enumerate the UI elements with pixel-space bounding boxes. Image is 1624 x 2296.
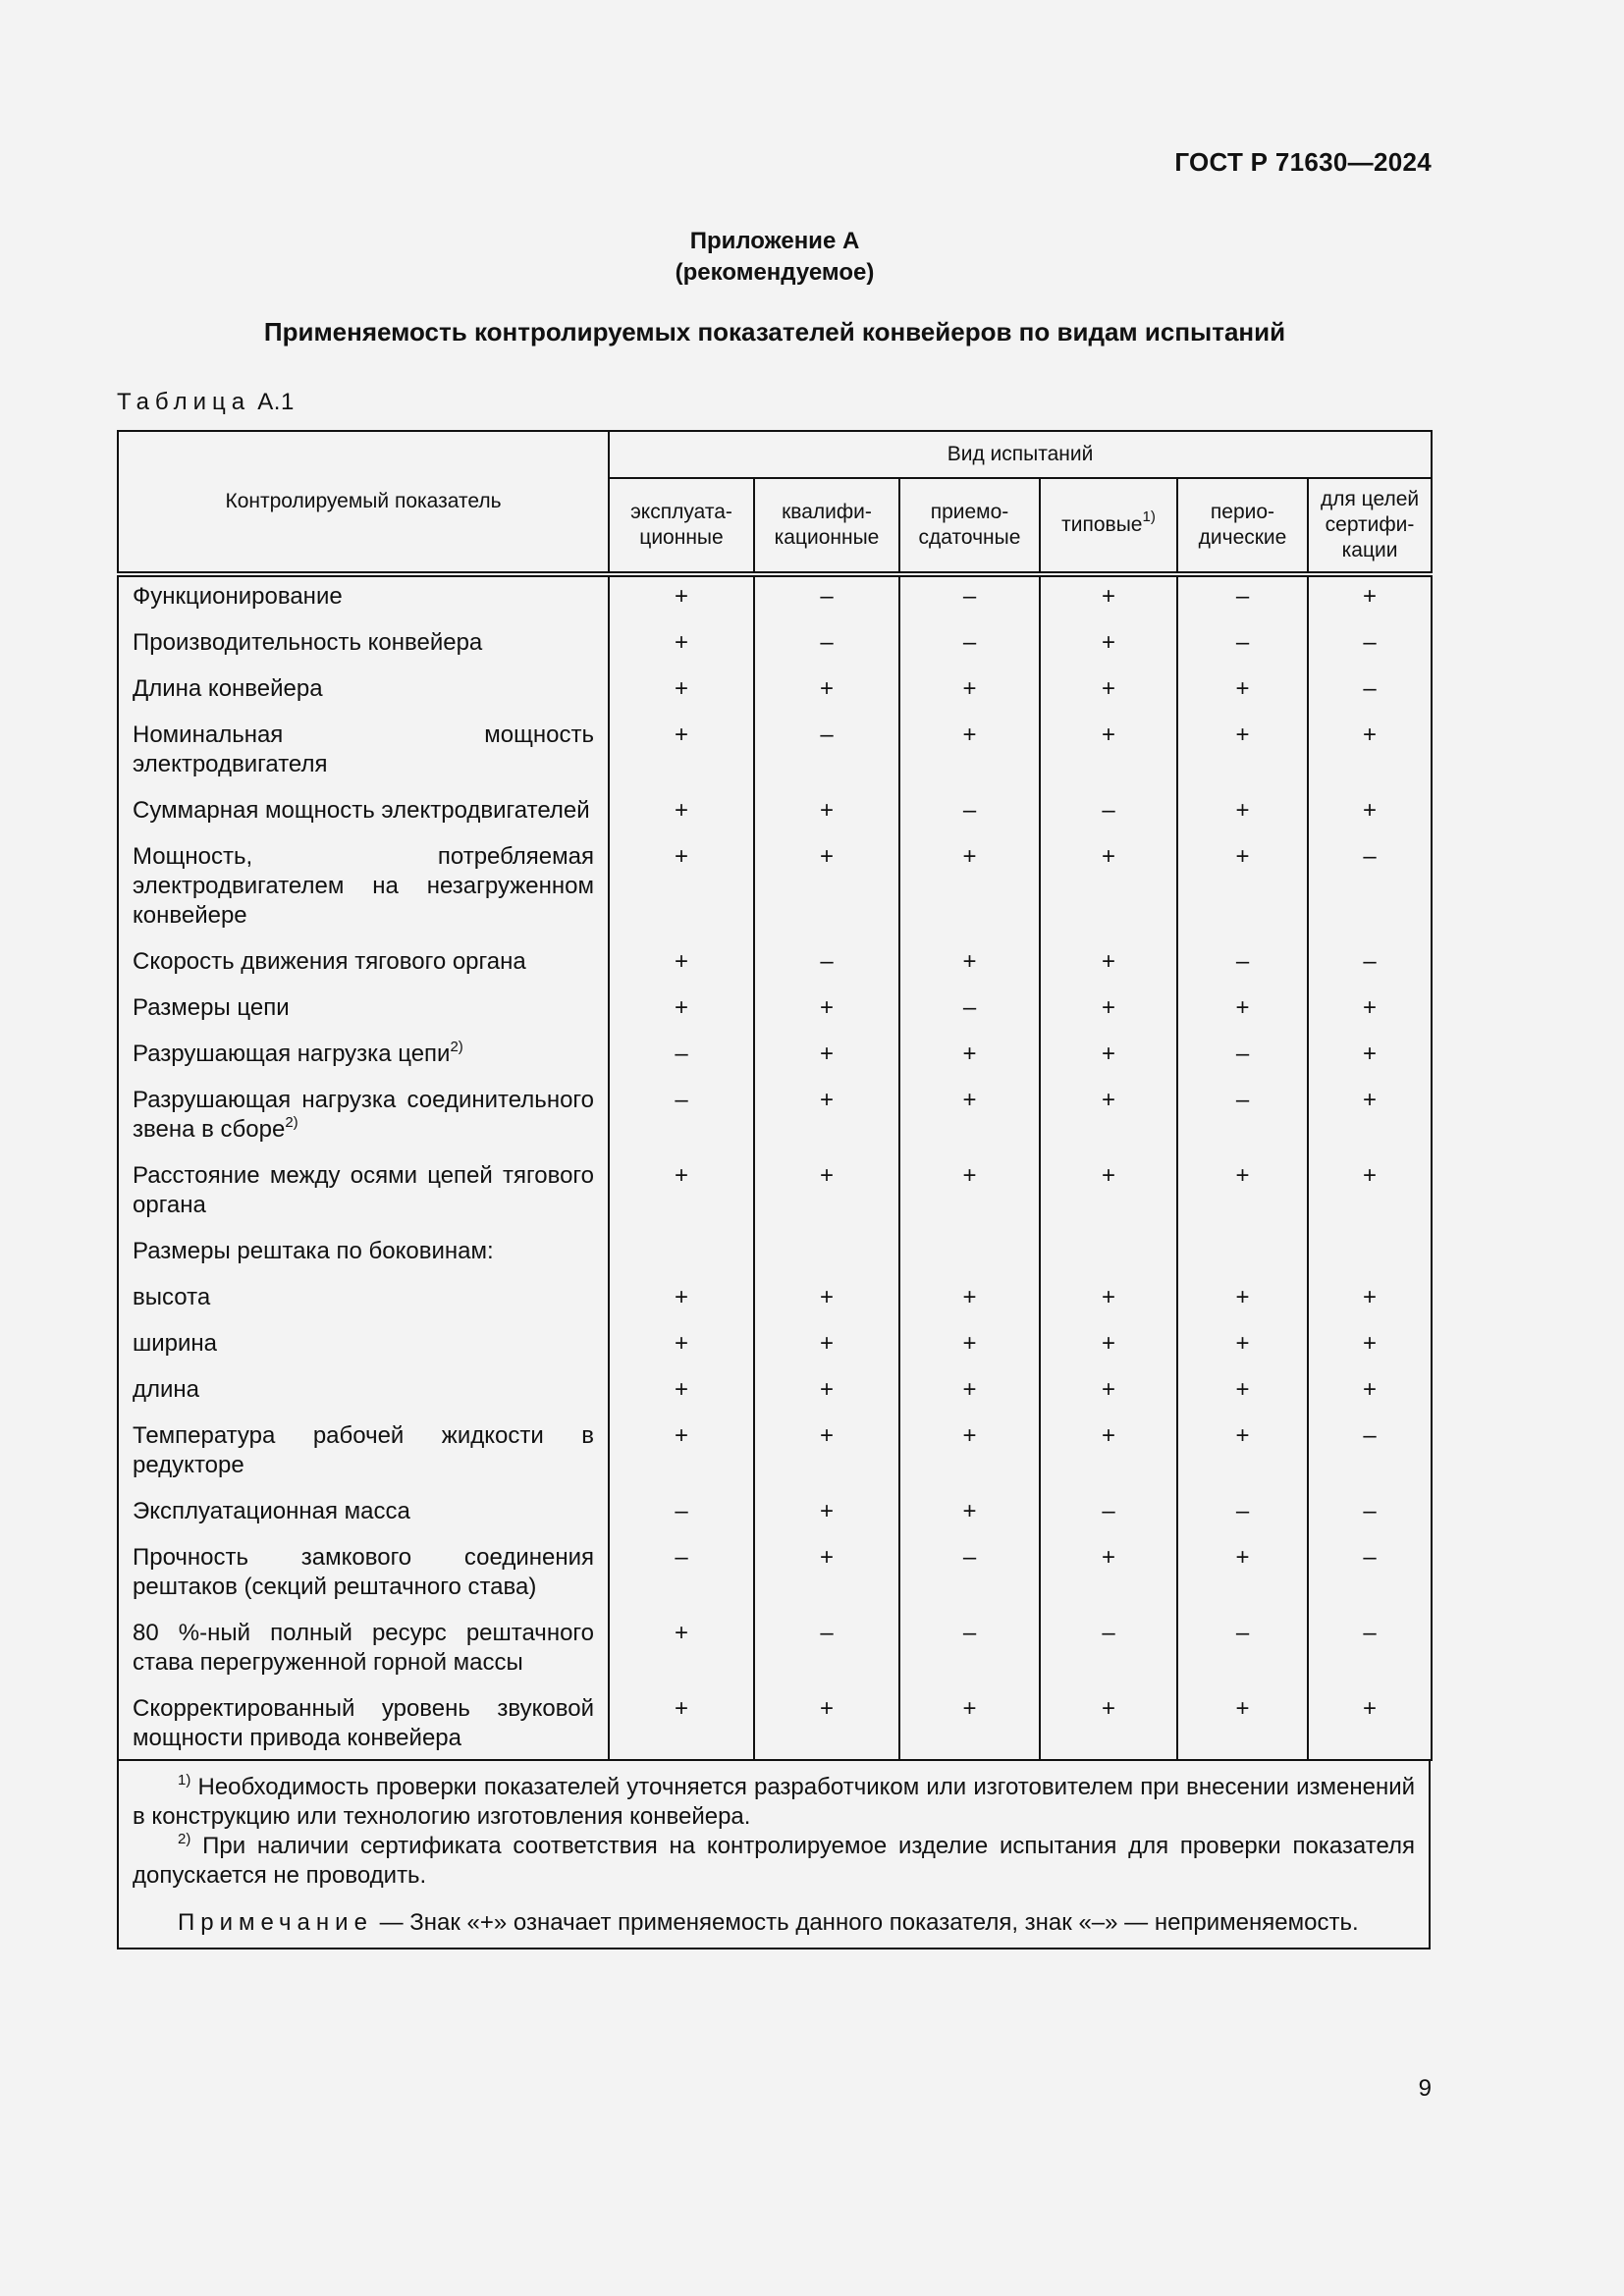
- header-col-line: ционные: [639, 526, 724, 549]
- applicability-cell: –: [1040, 1614, 1177, 1689]
- applicability-cell: [1308, 1232, 1432, 1278]
- header-col-line: квалифи-: [782, 501, 872, 523]
- applicability-cell: –: [1308, 1538, 1432, 1614]
- table-row: [118, 1278, 1432, 1324]
- applicability-cell: +: [899, 1689, 1040, 1761]
- indicator-cell: [118, 1156, 609, 1232]
- applicability-cell: +: [609, 1370, 754, 1416]
- applicability-cell: +: [754, 1278, 899, 1324]
- indicator-name: Температура рабочей жидкости в редукторе: [133, 1422, 594, 1478]
- header-col-line: сдаточные: [918, 526, 1021, 549]
- indicator-cell: [118, 1081, 609, 1156]
- applicability-cell: +: [1040, 988, 1177, 1035]
- indicator-cell: [118, 1324, 609, 1370]
- applicability-cell: +: [609, 988, 754, 1035]
- applicability-cell: [1040, 1232, 1177, 1278]
- applicability-cell: +: [1308, 1324, 1432, 1370]
- applicability-cell: –: [609, 1035, 754, 1081]
- indicator-name: Разрушающая нагрузка соединительного звена в сборе: [133, 1087, 594, 1143]
- applicability-cell: +: [1308, 1370, 1432, 1416]
- applicability-cell: –: [754, 942, 899, 988]
- applicability-cell: +: [899, 1278, 1040, 1324]
- header-col-4: [1040, 478, 1177, 574]
- applicability-cell: +: [1177, 669, 1308, 716]
- applicability-cell: +: [1177, 1156, 1308, 1232]
- indicator-cell: [118, 942, 609, 988]
- applicability-cell: +: [899, 1035, 1040, 1081]
- table-label-number: А.1: [257, 389, 295, 415]
- applicability-cell: +: [609, 1324, 754, 1370]
- applicability-cell: –: [899, 574, 1040, 623]
- header-test-type-group: Вид испытаний: [609, 431, 1432, 478]
- indicator-cell: [118, 1614, 609, 1689]
- indicator-name: Производительность конвейера: [133, 629, 483, 656]
- indicator-name: длина: [133, 1376, 200, 1403]
- table-footnotes: [117, 1759, 1431, 1949]
- applicability-cell: –: [609, 1492, 754, 1538]
- table-row: [118, 942, 1432, 988]
- applicability-cell: +: [1177, 1370, 1308, 1416]
- applicability-cell: +: [1040, 1081, 1177, 1156]
- applicability-cell: –: [1308, 623, 1432, 669]
- table-row: [118, 1614, 1432, 1689]
- applicability-cell: +: [899, 1416, 1040, 1492]
- applicability-cell: –: [1308, 942, 1432, 988]
- applicability-cell: +: [609, 837, 754, 942]
- applicability-cell: +: [754, 791, 899, 837]
- applicability-cell: +: [1040, 1689, 1177, 1761]
- applicability-cell: +: [1040, 942, 1177, 988]
- indicator-cell: [118, 1492, 609, 1538]
- applicability-cell: +: [899, 942, 1040, 988]
- applicability-cell: –: [899, 791, 1040, 837]
- applicability-cell: +: [1040, 1035, 1177, 1081]
- applicability-cell: +: [1177, 716, 1308, 791]
- applicability-cell: +: [1040, 1278, 1177, 1324]
- table-row: [118, 1081, 1432, 1156]
- header-col-line: приемо-: [930, 501, 1009, 523]
- header-col-line: типовые: [1061, 513, 1143, 536]
- indicator-cell: [118, 837, 609, 942]
- footnote-ref: 2): [450, 1039, 463, 1055]
- indicator-name: Скорректированный уровень звуковой мощности привода конвейера: [133, 1695, 594, 1751]
- header-col-6: [1308, 478, 1432, 574]
- appendix-title: Приложение А: [689, 228, 860, 254]
- applicability-cell: +: [1177, 1324, 1308, 1370]
- indicator-name: Размеры рештака по боковинам:: [133, 1238, 494, 1264]
- table-row: [118, 1689, 1432, 1761]
- indicator-cell: [118, 1416, 609, 1492]
- table-row: [118, 1416, 1432, 1492]
- header-col-line: перио-: [1210, 501, 1275, 523]
- applicability-cell: +: [1040, 623, 1177, 669]
- table-row: [118, 669, 1432, 716]
- applicability-cell: +: [1177, 1538, 1308, 1614]
- applicability-cell: +: [609, 716, 754, 791]
- applicability-cell: +: [1040, 1156, 1177, 1232]
- table-row: [118, 574, 1432, 623]
- table-row: [118, 791, 1432, 837]
- header-col-line: кационные: [774, 526, 880, 549]
- applicability-cell: –: [1308, 1614, 1432, 1689]
- indicator-name: 80 %-ный полный ресурс рештачного става перегруженной горной массы: [133, 1620, 594, 1676]
- applicability-cell: –: [1177, 1035, 1308, 1081]
- applicability-cell: +: [1308, 791, 1432, 837]
- applicability-cell: [899, 1232, 1040, 1278]
- applicability-cell: +: [609, 1614, 754, 1689]
- indicator-name: ширина: [133, 1330, 218, 1357]
- footnote-mark: 2): [178, 1830, 191, 1847]
- indicator-cell: [118, 791, 609, 837]
- indicator-name: Скорость движения тягового органа: [133, 948, 526, 975]
- applicability-cell: –: [754, 574, 899, 623]
- applicability-cell: +: [1308, 1035, 1432, 1081]
- indicator-name: Расстояние между осями цепей тягового органа: [133, 1162, 594, 1218]
- applicability-cell: [1177, 1232, 1308, 1278]
- table-label-word: Таблица: [117, 389, 251, 415]
- table-row: [118, 837, 1432, 942]
- applicability-cell: +: [899, 1156, 1040, 1232]
- applicability-cell: +: [1177, 988, 1308, 1035]
- applicability-cell: +: [754, 1156, 899, 1232]
- applicability-cell: +: [1040, 716, 1177, 791]
- table-note: [133, 1908, 1415, 1938]
- applicability-cell: +: [754, 1416, 899, 1492]
- applicability-table-container: [117, 430, 1431, 1949]
- applicability-cell: –: [899, 1538, 1040, 1614]
- indicator-cell: [118, 716, 609, 791]
- applicability-cell: –: [899, 1614, 1040, 1689]
- header-col-5: [1177, 478, 1308, 574]
- applicability-cell: –: [609, 1538, 754, 1614]
- applicability-cell: –: [1308, 1416, 1432, 1492]
- table-row: [118, 1035, 1432, 1081]
- applicability-cell: –: [899, 988, 1040, 1035]
- applicability-cell: +: [1308, 574, 1432, 623]
- indicator-name: Номинальная мощность электродвигателя: [133, 721, 594, 777]
- footnote: [133, 1773, 1415, 1832]
- indicator-cell: [118, 1689, 609, 1761]
- applicability-cell: –: [1177, 942, 1308, 988]
- footnote-ref: 2): [285, 1114, 298, 1131]
- applicability-cell: –: [754, 623, 899, 669]
- applicability-cell: +: [609, 574, 754, 623]
- applicability-cell: –: [899, 623, 1040, 669]
- applicability-cell: +: [754, 1492, 899, 1538]
- applicability-cell: +: [754, 669, 899, 716]
- applicability-cell: +: [1040, 1538, 1177, 1614]
- indicator-cell: [118, 1278, 609, 1324]
- applicability-cell: +: [609, 791, 754, 837]
- applicability-cell: +: [1040, 837, 1177, 942]
- applicability-cell: –: [1040, 1492, 1177, 1538]
- applicability-cell: +: [754, 1538, 899, 1614]
- table-row: [118, 1232, 1432, 1278]
- table-row: [118, 1156, 1432, 1232]
- header-col-line: эксплуата-: [630, 501, 732, 523]
- table-row: [118, 716, 1432, 791]
- applicability-cell: +: [609, 623, 754, 669]
- note-label: Примечание: [178, 1908, 373, 1936]
- applicability-table: [117, 430, 1433, 1761]
- indicator-name: Функционирование: [133, 583, 343, 610]
- footnote-ref: 1): [1142, 508, 1156, 525]
- header-col-line: для целей: [1320, 488, 1420, 510]
- applicability-cell: +: [899, 1370, 1040, 1416]
- applicability-cell: +: [1308, 716, 1432, 791]
- applicability-cell: +: [609, 1689, 754, 1761]
- applicability-cell: +: [754, 1081, 899, 1156]
- appendix-type: (рекомендуемое): [675, 259, 875, 286]
- applicability-cell: –: [754, 1614, 899, 1689]
- applicability-cell: +: [1308, 988, 1432, 1035]
- indicator-name: Размеры цепи: [133, 994, 290, 1021]
- indicator-name: Суммарная мощность электродвигателей: [133, 797, 590, 824]
- applicability-cell: +: [609, 669, 754, 716]
- document-title: Применяемость контролируемых показателей конвейеров по видам испытаний: [263, 317, 1286, 347]
- table-row: [118, 988, 1432, 1035]
- applicability-cell: +: [1177, 1689, 1308, 1761]
- applicability-cell: +: [1308, 1689, 1432, 1761]
- applicability-cell: +: [899, 1492, 1040, 1538]
- applicability-cell: +: [899, 1081, 1040, 1156]
- applicability-cell: +: [1177, 1416, 1308, 1492]
- indicator-name: высота: [133, 1284, 211, 1310]
- header-col-3: [899, 478, 1040, 574]
- note-text: — Знак «+» означает применяемость данного показателя, знак «–» — неприменяемость.: [379, 1908, 1359, 1936]
- header-col-line: дические: [1198, 526, 1287, 549]
- applicability-cell: +: [1040, 1416, 1177, 1492]
- applicability-cell: +: [1040, 669, 1177, 716]
- table-row: [118, 1492, 1432, 1538]
- indicator-cell: [118, 1538, 609, 1614]
- applicability-cell: +: [1308, 1278, 1432, 1324]
- indicator-cell: [118, 574, 609, 623]
- applicability-cell: –: [1040, 791, 1177, 837]
- applicability-cell: +: [754, 1035, 899, 1081]
- applicability-cell: +: [1177, 791, 1308, 837]
- applicability-cell: +: [1177, 837, 1308, 942]
- applicability-cell: +: [1177, 1278, 1308, 1324]
- applicability-cell: +: [1040, 574, 1177, 623]
- header-col-line: кации: [1341, 539, 1398, 561]
- indicator-cell: [118, 1035, 609, 1081]
- indicator-name: Мощность, потребляемая электродвигателем на незагруженном конвейере: [133, 843, 594, 929]
- footnote-mark: 1): [178, 1771, 191, 1789]
- applicability-cell: +: [609, 942, 754, 988]
- header-col-2: [754, 478, 899, 574]
- indicator-cell: [118, 1232, 609, 1278]
- header-col-line: сертифи-: [1325, 513, 1415, 536]
- footnote: [133, 1832, 1415, 1891]
- indicator-name: Прочность замкового соединения рештаков (секций рештачного става): [133, 1544, 594, 1600]
- applicability-cell: +: [754, 988, 899, 1035]
- applicability-cell: +: [609, 1416, 754, 1492]
- applicability-cell: [754, 1232, 899, 1278]
- table-row: [118, 1324, 1432, 1370]
- standard-code: ГОСТ Р 71630—2024: [1174, 147, 1432, 177]
- footnote-text: Необходимость проверки показателей уточняется разработчиком или изготовителем при внесении изменений в конструкцию или технологию изготовления конвейера.: [133, 1773, 1416, 1830]
- indicator-cell: [118, 669, 609, 716]
- applicability-cell: –: [1177, 1081, 1308, 1156]
- applicability-cell: +: [754, 1689, 899, 1761]
- footnote-text: При наличии сертификата соответствия на контролируемое изделие испытания для проверки показателя допускается не проводить.: [133, 1832, 1415, 1889]
- applicability-cell: –: [1308, 669, 1432, 716]
- indicator-cell: [118, 988, 609, 1035]
- page-number: 9: [1418, 2075, 1432, 2102]
- applicability-cell: –: [1177, 1492, 1308, 1538]
- applicability-cell: +: [899, 837, 1040, 942]
- indicator-cell: [118, 623, 609, 669]
- applicability-cell: +: [1040, 1370, 1177, 1416]
- appendix-heading: [0, 226, 1549, 289]
- applicability-cell: +: [609, 1156, 754, 1232]
- indicator-name: Разрушающая нагрузка цепи: [133, 1041, 451, 1067]
- table-label: [117, 389, 295, 416]
- indicator-name: Длина конвейера: [133, 675, 323, 702]
- applicability-cell: +: [1308, 1081, 1432, 1156]
- applicability-cell: +: [1040, 1324, 1177, 1370]
- applicability-cell: +: [899, 716, 1040, 791]
- indicator-name: Эксплуатационная масса: [133, 1498, 410, 1524]
- applicability-cell: –: [1308, 1492, 1432, 1538]
- applicability-cell: –: [754, 716, 899, 791]
- applicability-cell: +: [1308, 1156, 1432, 1232]
- indicator-cell: [118, 1370, 609, 1416]
- applicability-cell: +: [754, 1370, 899, 1416]
- applicability-cell: +: [899, 1324, 1040, 1370]
- table-row: [118, 623, 1432, 669]
- table-row: [118, 1538, 1432, 1614]
- applicability-cell: +: [754, 837, 899, 942]
- applicability-cell: +: [754, 1324, 899, 1370]
- applicability-cell: +: [899, 669, 1040, 716]
- applicability-cell: –: [609, 1081, 754, 1156]
- applicability-cell: –: [1177, 1614, 1308, 1689]
- header-indicator: Контролируемый показатель: [118, 431, 609, 574]
- header-col-1: [609, 478, 754, 574]
- applicability-cell: –: [1177, 623, 1308, 669]
- applicability-cell: –: [1308, 837, 1432, 942]
- table-row: [118, 1370, 1432, 1416]
- applicability-cell: –: [1177, 574, 1308, 623]
- applicability-cell: [609, 1232, 754, 1278]
- applicability-cell: +: [609, 1278, 754, 1324]
